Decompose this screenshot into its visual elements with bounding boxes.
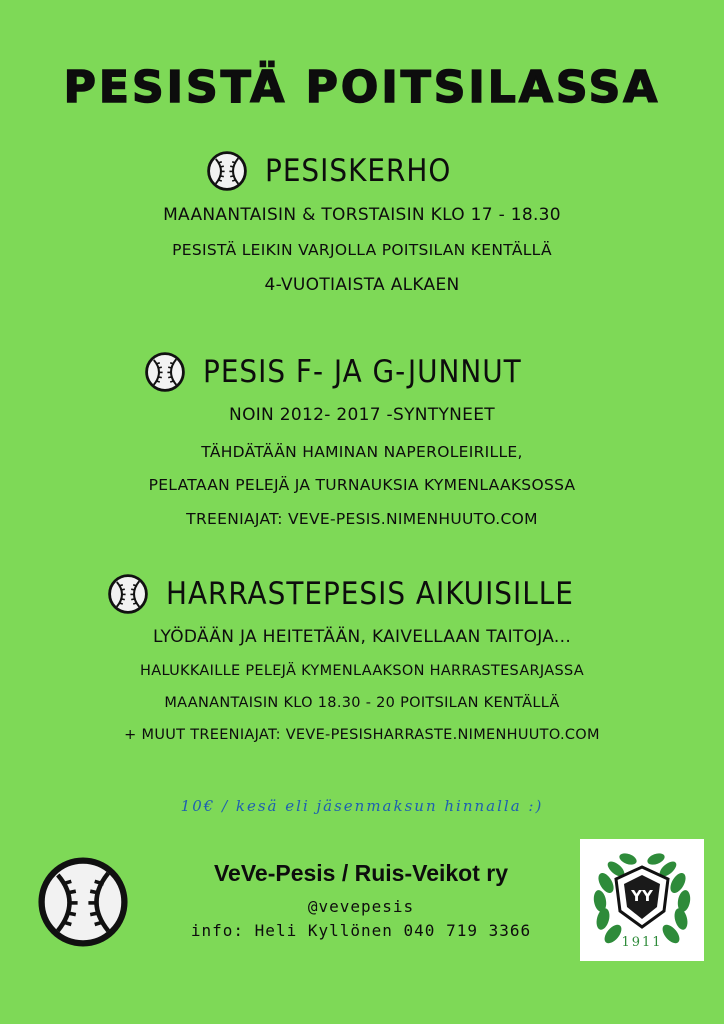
- section-line: TÄHDÄTÄÄN HAMINAN NAPEROLEIRILLE,: [201, 443, 523, 461]
- section-line: PELATAAN PELEJÄ JA TURNAUKSIA KYMENLAAKSOSSA: [148, 476, 576, 494]
- baseball-icon: [38, 857, 128, 947]
- logo-letters: YY: [631, 887, 653, 905]
- social-handle: @vevepesis: [307, 897, 415, 916]
- section-line: LYÖDÄÄN JA HEITETÄÄN, KAIVELLAAN TAITOJA...: [152, 627, 572, 647]
- club-logo: [580, 839, 704, 961]
- section-line: PESISTÄ LEIKIN VARJOLLA POITSILAN KENTÄLLÄ: [172, 241, 552, 259]
- section-line: MAANANTAISIN KLO 18.30 - 20 POITSILAN KENTÄLLÄ: [164, 695, 560, 711]
- club-name: VeVe-Pesis / Ruis-Veikot ry: [213, 860, 509, 886]
- section-line: HALUKKAILLE PELEJÄ KYMENLAAKSON HARRASTESARJASSA: [140, 663, 584, 679]
- section-heading-pesiskerho: [207, 151, 451, 191]
- section-title: PESIS F- JA G-JUNNUT: [203, 354, 522, 390]
- price-note: 10€ / kesä eli jäsenmaksun hinnalla :): [180, 797, 544, 815]
- baseball-icon: [207, 151, 247, 191]
- section-heading-harrastepesis: [108, 574, 574, 614]
- section-line: NOIN 2012- 2017 -SYNTYNEET: [229, 405, 495, 425]
- baseball-icon: [108, 574, 148, 614]
- baseball-icon: [145, 352, 185, 392]
- logo-year: 1911: [621, 935, 663, 950]
- page-title: PESISTÄ POITSILASSA: [63, 62, 661, 113]
- section-title: PESISKERHO: [265, 153, 452, 189]
- section-line: + MUUT TREENIAJAT: VEVE-PESISHARRASTE.NIMENHUUTO.COM: [124, 727, 600, 743]
- contact-info: info: Heli Kyllönen 040 719 3366: [190, 921, 532, 940]
- section-line: TREENIAJAT: VEVE-PESIS.NIMENHUUTO.COM: [186, 510, 538, 528]
- section-heading-junnut: [145, 352, 522, 392]
- section-line: 4-VUOTIAISTA ALKAEN: [264, 275, 460, 295]
- section-line: MAANANTAISIN & TORSTAISIN KLO 17 - 18.30: [163, 205, 561, 225]
- section-title: HARRASTEPESIS AIKUISILLE: [166, 576, 574, 612]
